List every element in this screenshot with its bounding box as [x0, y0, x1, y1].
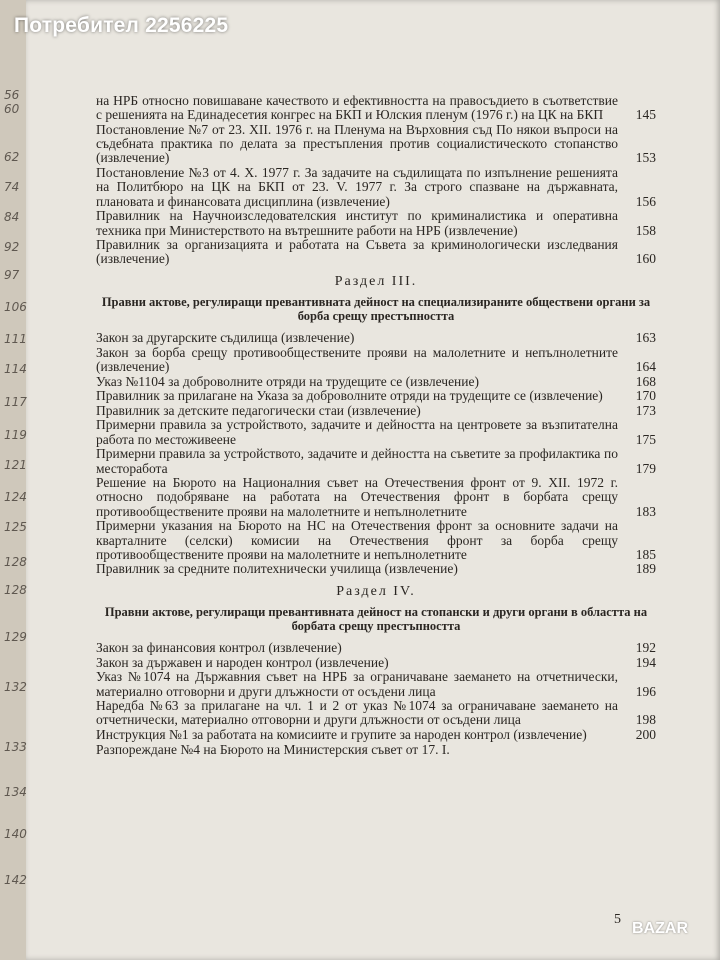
toc-entry-title: Закон за другарските съдилища (извлечение) — [96, 330, 355, 346]
toc-entry-title: Примерни правила за устройството, задачите и дейността на съветите за профилактика по месторабота — [96, 446, 618, 476]
margin-number: 140 — [4, 827, 27, 841]
toc-entry — [96, 476, 656, 519]
margin-number: 133 — [4, 740, 27, 754]
section-4-description: Правни актове, регулиращи превантивната дейност на стопански и други органи в областта на борбата срещу престъпността — [104, 605, 648, 634]
margin-number: 62 — [4, 150, 20, 164]
toc-entry — [96, 743, 656, 757]
toc-entry-page: 196 — [635, 683, 656, 699]
toc-entry-page: 163 — [635, 330, 656, 346]
margin-number: 74 — [4, 180, 20, 194]
toc-entry-title: Инструкция №1 за работата на комисиите и групите за народен контрол (извлечение) — [96, 727, 587, 743]
toc-entry-title: Правилник за детските педагогически стаи (извлечение) — [96, 402, 421, 418]
toc-entry — [96, 375, 656, 389]
toc-top-entries — [96, 94, 656, 267]
toc-entry — [96, 123, 656, 166]
margin-number: 84 — [4, 210, 20, 224]
toc-entry-title: Правилник за прилагане на Указа за доброволните отряди на трудещите се (извлечение) — [96, 388, 603, 404]
toc-entry — [96, 94, 656, 123]
toc-entry-page: 192 — [635, 640, 656, 656]
toc-entry — [96, 656, 656, 670]
toc-entry-title: Закон за борба срещу противообществените прояви на малолетните и непълнолетните (извлечение) — [96, 344, 618, 374]
toc-section-4-entries — [96, 641, 656, 757]
toc-entry-page: 158 — [635, 222, 656, 238]
toc-entry-title: Разпореждане №4 на Бюрото на Министерския съвет от 17. I. — [96, 741, 450, 757]
toc-entry-page: 189 — [635, 561, 656, 577]
toc-entry-page: 179 — [635, 460, 656, 476]
margin-number: 114 — [4, 362, 27, 376]
margin-number: 111 — [4, 332, 27, 346]
margin-number: 132 — [4, 680, 27, 694]
book-page — [26, 0, 720, 960]
margin-number: 134 — [4, 785, 27, 799]
toc-section-3-entries — [96, 331, 656, 577]
toc-entry-page: 153 — [635, 150, 656, 166]
margin-number: 128 — [4, 583, 27, 597]
toc-entry — [96, 404, 656, 418]
toc-entry — [96, 238, 656, 267]
watermark-text: Потребител 2256225 — [14, 14, 229, 37]
toc-entry-title: Наредба №63 за прилагане на чл. 1 и 2 от указ №1074 за ограничаване заемането на отчетнически, материално отговорни и други длъжности от осъдени лица — [96, 698, 618, 728]
section-3-description: Правни актове, регулиращи превантивната дейност на специализираните обществени органи за борба срещу престъпността — [101, 295, 651, 324]
table-of-contents — [96, 94, 656, 757]
toc-entry-page: 156 — [635, 193, 656, 209]
margin-number: 142 — [4, 873, 27, 887]
toc-entry — [96, 389, 656, 403]
section-3-heading: Раздел III. — [334, 273, 418, 289]
toc-entry — [96, 519, 656, 562]
margin-number: 92 — [4, 240, 20, 254]
margin-number: 128 — [4, 555, 27, 569]
margin-number: 56 — [4, 88, 20, 102]
toc-entry-page: 170 — [635, 388, 656, 404]
toc-entry-page: 175 — [635, 431, 656, 447]
toc-entry — [96, 346, 656, 375]
margin-number: 97 — [4, 268, 20, 282]
toc-entry-page: 200 — [635, 727, 656, 743]
section-4-heading: Раздел IV. — [336, 583, 416, 599]
margin-number: 106 — [4, 300, 27, 314]
toc-entry-page: 173 — [635, 402, 656, 418]
toc-entry-title: Закон за финансовия контрол (извлечение) — [96, 640, 342, 656]
toc-entry-title: Постановление №7 от 23. XII. 1976 г. на Пленума на Върховния съд По някои въпроси на съдебната практика по делата за престъпления против социалистическото стопанство (извлечение) — [96, 121, 618, 166]
toc-entry-title: на НРБ относно повишаване качеството и ефективността на правосъдието в съответствие с решенията на Единадесетия конгрес на БКП и Юлския пленум (1976 г.) на ЦК на БКП — [96, 93, 618, 123]
margin-number: 121 — [4, 458, 27, 472]
toc-entry — [96, 418, 656, 447]
margin-number: 129 — [4, 630, 27, 644]
toc-entry-title: Закон за държавен и народен контрол (извлечение) — [96, 654, 389, 670]
margin-number: 125 — [4, 520, 27, 534]
margin-number: 117 — [4, 395, 27, 409]
toc-entry — [96, 209, 656, 238]
toc-entry-page: 198 — [635, 712, 656, 728]
toc-entry-title: Правилник на Научноизследователския институт по криминалистика и оперативна техника при Министерството на вътрешните работи на НРБ (извлечение) — [96, 208, 618, 238]
toc-entry-page: 183 — [635, 503, 656, 519]
toc-entry-page: 145 — [635, 107, 656, 123]
toc-entry-page: 194 — [635, 654, 656, 670]
margin-number: 124 — [4, 490, 27, 504]
margin-number: 119 — [4, 428, 27, 442]
toc-entry — [96, 699, 656, 728]
toc-entry — [96, 728, 656, 742]
toc-entry-title: Постановление №3 от 4. X. 1977 г. За задачите на съдилищата по изпълнение решенията на Политбюро на ЦК на БКП от 23. V. 1977 г. За строго спазване на държавната, плановата и финансовата дисциплина (извлечение) — [96, 165, 618, 209]
page-number: 5 — [614, 912, 621, 927]
toc-entry-page: 185 — [635, 546, 656, 562]
toc-entry-title: Правилник за организацията и работата на Съвета за криминологически изследвания (извлечение) — [96, 237, 618, 267]
bazar-logo: BAZAR — [632, 920, 688, 937]
toc-entry — [96, 331, 656, 345]
toc-entry — [96, 670, 656, 699]
toc-entry-title: Правилник за средните политехнически училища (извлечение) — [96, 561, 458, 577]
toc-entry-title: Указ №1104 за доброволните отряди на трудещите се (извлечение) — [96, 373, 479, 389]
toc-entry-title: Решение на Бюрото на Националния съвет на Отечествения фронт от 9. XII. 1972 г. относно подобряване на работата на Отечествения фронт в борбата срещу противообществените прояви на малолетните и непълнолетните — [96, 475, 618, 519]
toc-entry-page: 160 — [635, 251, 656, 267]
toc-entry-page: 164 — [635, 358, 656, 374]
toc-entry — [96, 562, 656, 576]
toc-entry — [96, 641, 656, 655]
toc-entry-title: Примерни указания на Бюрото на НС на Отечествения фронт за основните задачи на кварталните (селски) комисии на Отечествения фронт за борба срещу противообществените прояви на малолетните и непълнолетните — [96, 518, 618, 562]
toc-entry — [96, 166, 656, 209]
margin-number: 60 — [4, 102, 20, 116]
toc-entry-page: 168 — [635, 373, 656, 389]
toc-entry-title: Указ №1074 на Държавния съвет на НРБ за ограничаване заемането на отчетнически, материално отговорни и други длъжности от осъдени лица — [96, 669, 618, 699]
toc-entry — [96, 447, 656, 476]
toc-entry-title: Примерни правила за устройството, задачите и дейността на центровете за възпитателна работа по местоживеене — [96, 417, 618, 447]
